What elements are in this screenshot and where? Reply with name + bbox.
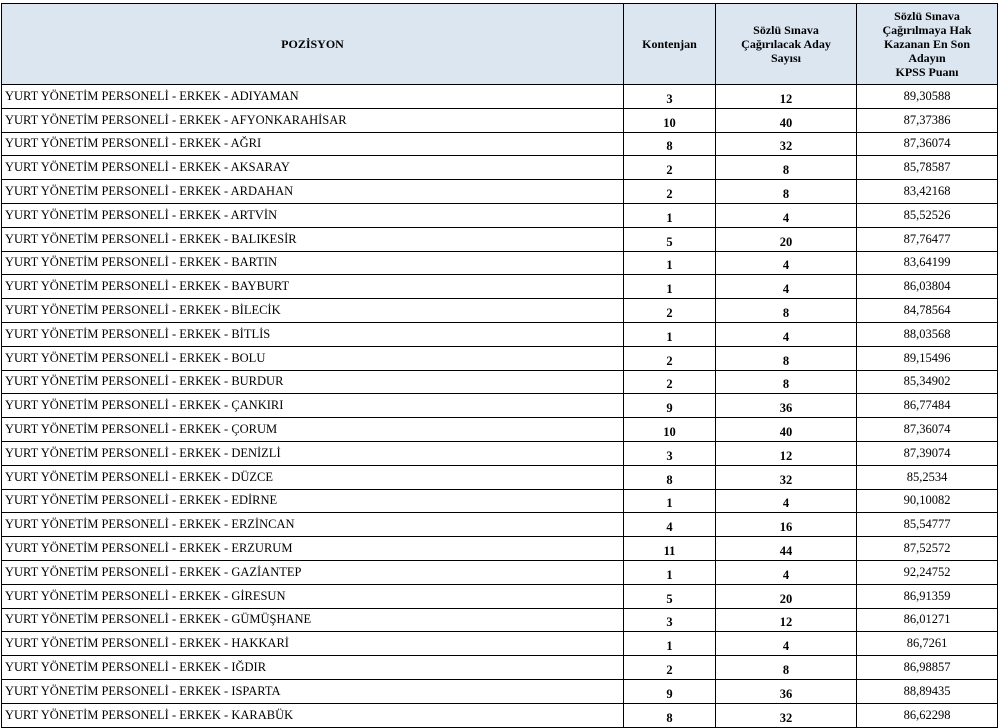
cell-kontenjan: 2: [624, 656, 716, 680]
cell-aday-sayisi: 12: [716, 441, 857, 465]
cell-aday-sayisi: 32: [716, 703, 857, 727]
cell-kpss-puani: 87,52572: [857, 537, 998, 561]
cell-kontenjan: 3: [624, 608, 716, 632]
cell-pozisyon: YURT YÖNETİM PERSONELİ - ERKEK - BURDUR: [2, 370, 624, 394]
cell-kontenjan: 1: [624, 322, 716, 346]
cell-pozisyon: YURT YÖNETİM PERSONELİ - ERKEK - KARABÜK: [2, 703, 624, 727]
cell-kpss-puani: 86,77484: [857, 394, 998, 418]
cell-pozisyon: YURT YÖNETİM PERSONELİ - ERKEK - AFYONKARAHİSAR: [2, 108, 624, 132]
cell-kpss-puani: 86,03804: [857, 275, 998, 299]
cell-kpss-puani: 85,52526: [857, 203, 998, 227]
header-line: Çağırılacak Aday: [741, 37, 831, 51]
cell-aday-sayisi: 4: [716, 203, 857, 227]
header-kpss-puani: [857, 4, 998, 85]
cell-aday-sayisi: 8: [716, 156, 857, 180]
cell-kpss-puani: 87,39074: [857, 441, 998, 465]
cell-kontenjan: 1: [624, 632, 716, 656]
table-row: [2, 703, 998, 727]
cell-kpss-puani: 84,78564: [857, 299, 998, 323]
cell-aday-sayisi: 32: [716, 132, 857, 156]
cell-pozisyon: YURT YÖNETİM PERSONELİ - ERKEK - ISPARTA: [2, 679, 624, 703]
header-pozisyon: POZİSYON: [2, 4, 624, 85]
header-line: Sözlü Sınava: [894, 9, 960, 23]
cell-kontenjan: 1: [624, 560, 716, 584]
cell-kontenjan: 10: [624, 108, 716, 132]
cell-kontenjan: 1: [624, 275, 716, 299]
table-row: [2, 489, 998, 513]
table-body: [2, 85, 998, 728]
cell-kpss-puani: 87,76477: [857, 227, 998, 251]
table-row: [2, 632, 998, 656]
table-row: [2, 465, 998, 489]
cell-pozisyon: YURT YÖNETİM PERSONELİ - ERKEK - ERZURUM: [2, 537, 624, 561]
cell-aday-sayisi: 12: [716, 85, 857, 109]
cell-kontenjan: 3: [624, 85, 716, 109]
cell-kpss-puani: 89,30588: [857, 85, 998, 109]
header-line: Kazanan En Son: [883, 37, 971, 51]
cell-pozisyon: YURT YÖNETİM PERSONELİ - ERKEK - ARTVİN: [2, 203, 624, 227]
cell-kontenjan: 2: [624, 346, 716, 370]
table-row: [2, 299, 998, 323]
table-row: [2, 251, 998, 275]
cell-aday-sayisi: 8: [716, 299, 857, 323]
header-line: Çağırılmaya Hak: [882, 23, 972, 37]
cell-aday-sayisi: 4: [716, 632, 857, 656]
cell-pozisyon: YURT YÖNETİM PERSONELİ - ERKEK - BOLU: [2, 346, 624, 370]
header-sozlu-sinava-cagirilacak: [716, 4, 857, 85]
cell-kontenjan: 8: [624, 465, 716, 489]
cell-aday-sayisi: 4: [716, 275, 857, 299]
cell-kontenjan: 2: [624, 180, 716, 204]
cell-kpss-puani: 87,37386: [857, 108, 998, 132]
table-row: [2, 108, 998, 132]
cell-aday-sayisi: 4: [716, 560, 857, 584]
cell-aday-sayisi: 4: [716, 489, 857, 513]
cell-pozisyon: YURT YÖNETİM PERSONELİ - ERKEK - AĞRI: [2, 132, 624, 156]
table-row: [2, 513, 998, 537]
cell-aday-sayisi: 12: [716, 608, 857, 632]
cell-aday-sayisi: 40: [716, 418, 857, 442]
cell-kpss-puani: 88,89435: [857, 679, 998, 703]
table-row: [2, 370, 998, 394]
cell-pozisyon: YURT YÖNETİM PERSONELİ - ERKEK - BAYBURT: [2, 275, 624, 299]
cell-kpss-puani: 85,54777: [857, 513, 998, 537]
cell-kontenjan: 10: [624, 418, 716, 442]
cell-kpss-puani: 86,91359: [857, 584, 998, 608]
cell-kontenjan: 8: [624, 132, 716, 156]
cell-kontenjan: 5: [624, 227, 716, 251]
cell-kontenjan: 5: [624, 584, 716, 608]
cell-pozisyon: YURT YÖNETİM PERSONELİ - ERKEK - HAKKARİ: [2, 632, 624, 656]
cell-kpss-puani: 86,62298: [857, 703, 998, 727]
cell-pozisyon: YURT YÖNETİM PERSONELİ - ERKEK - DENİZLİ: [2, 441, 624, 465]
cell-pozisyon: YURT YÖNETİM PERSONELİ - ERKEK - ARDAHAN: [2, 180, 624, 204]
cell-pozisyon: YURT YÖNETİM PERSONELİ - ERKEK - GİRESUN: [2, 584, 624, 608]
cell-pozisyon: YURT YÖNETİM PERSONELİ - ERKEK - ÇORUM: [2, 418, 624, 442]
table-row: [2, 394, 998, 418]
cell-kontenjan: 11: [624, 537, 716, 561]
cell-kpss-puani: 87,36074: [857, 132, 998, 156]
cell-pozisyon: YURT YÖNETİM PERSONELİ - ERKEK - GÜMÜŞHANE: [2, 608, 624, 632]
table-row: [2, 180, 998, 204]
table-row: [2, 346, 998, 370]
cell-pozisyon: YURT YÖNETİM PERSONELİ - ERKEK - ADIYAMAN: [2, 85, 624, 109]
header-line: Adayın: [908, 51, 946, 65]
cell-kpss-puani: 83,42168: [857, 180, 998, 204]
cell-aday-sayisi: 8: [716, 370, 857, 394]
table-row: [2, 537, 998, 561]
cell-kpss-puani: 87,36074: [857, 418, 998, 442]
cell-aday-sayisi: 4: [716, 322, 857, 346]
cell-aday-sayisi: 32: [716, 465, 857, 489]
cell-kpss-puani: 83,64199: [857, 251, 998, 275]
cell-aday-sayisi: 20: [716, 227, 857, 251]
cell-aday-sayisi: 40: [716, 108, 857, 132]
cell-kontenjan: 1: [624, 489, 716, 513]
table-row: [2, 441, 998, 465]
cell-pozisyon: YURT YÖNETİM PERSONELİ - ERKEK - ERZİNCAN: [2, 513, 624, 537]
cell-kpss-puani: 86,01271: [857, 608, 998, 632]
table-row: [2, 132, 998, 156]
cell-pozisyon: YURT YÖNETİM PERSONELİ - ERKEK - BARTIN: [2, 251, 624, 275]
table-row: [2, 608, 998, 632]
cell-aday-sayisi: 36: [716, 679, 857, 703]
cell-kpss-puani: 85,2534: [857, 465, 998, 489]
cell-kontenjan: 1: [624, 203, 716, 227]
cell-aday-sayisi: 44: [716, 537, 857, 561]
cell-kpss-puani: 88,03568: [857, 322, 998, 346]
table-row: [2, 560, 998, 584]
cell-aday-sayisi: 8: [716, 346, 857, 370]
table-row: [2, 275, 998, 299]
cell-kontenjan: 2: [624, 299, 716, 323]
cell-kontenjan: 9: [624, 394, 716, 418]
header-line: KPSS Puanı: [895, 65, 959, 79]
cell-pozisyon: YURT YÖNETİM PERSONELİ - ERKEK - BİLECİK: [2, 299, 624, 323]
cell-kontenjan: 2: [624, 156, 716, 180]
cell-kontenjan: 2: [624, 370, 716, 394]
cell-pozisyon: YURT YÖNETİM PERSONELİ - ERKEK - GAZİANTEP: [2, 560, 624, 584]
table-row: [2, 322, 998, 346]
header-line: Sözlü Sınava: [753, 23, 819, 37]
cell-aday-sayisi: 36: [716, 394, 857, 418]
cell-kpss-puani: 86,7261: [857, 632, 998, 656]
cell-kpss-puani: 85,34902: [857, 370, 998, 394]
cell-kontenjan: 3: [624, 441, 716, 465]
cell-aday-sayisi: 16: [716, 513, 857, 537]
cell-kontenjan: 1: [624, 251, 716, 275]
cell-kpss-puani: 89,15496: [857, 346, 998, 370]
table-row: [2, 584, 998, 608]
cell-pozisyon: YURT YÖNETİM PERSONELİ - ERKEK - EDİRNE: [2, 489, 624, 513]
cell-kpss-puani: 86,98857: [857, 656, 998, 680]
cell-pozisyon: YURT YÖNETİM PERSONELİ - ERKEK - ÇANKIRI: [2, 394, 624, 418]
table-row: [2, 85, 998, 109]
header-row: [2, 4, 998, 85]
header-kontenjan: Kontenjan: [624, 4, 716, 85]
cell-kpss-puani: 92,24752: [857, 560, 998, 584]
table-row: [2, 656, 998, 680]
cell-kpss-puani: 90,10082: [857, 489, 998, 513]
cell-kontenjan: 4: [624, 513, 716, 537]
cell-kontenjan: 9: [624, 679, 716, 703]
cell-kpss-puani: 85,78587: [857, 156, 998, 180]
cell-pozisyon: YURT YÖNETİM PERSONELİ - ERKEK - IĞDIR: [2, 656, 624, 680]
cell-aday-sayisi: 4: [716, 251, 857, 275]
cell-pozisyon: YURT YÖNETİM PERSONELİ - ERKEK - BİTLİS: [2, 322, 624, 346]
cell-pozisyon: YURT YÖNETİM PERSONELİ - ERKEK - AKSARAY: [2, 156, 624, 180]
table-row: [2, 156, 998, 180]
header-line: Sayısı: [770, 51, 801, 65]
cell-pozisyon: YURT YÖNETİM PERSONELİ - ERKEK - BALIKESİR: [2, 227, 624, 251]
results-table: [1, 3, 998, 728]
table-row: [2, 418, 998, 442]
table-row: [2, 203, 998, 227]
cell-pozisyon: YURT YÖNETİM PERSONELİ - ERKEK - DÜZCE: [2, 465, 624, 489]
cell-aday-sayisi: 20: [716, 584, 857, 608]
cell-kontenjan: 8: [624, 703, 716, 727]
table-row: [2, 227, 998, 251]
cell-aday-sayisi: 8: [716, 180, 857, 204]
cell-aday-sayisi: 8: [716, 656, 857, 680]
